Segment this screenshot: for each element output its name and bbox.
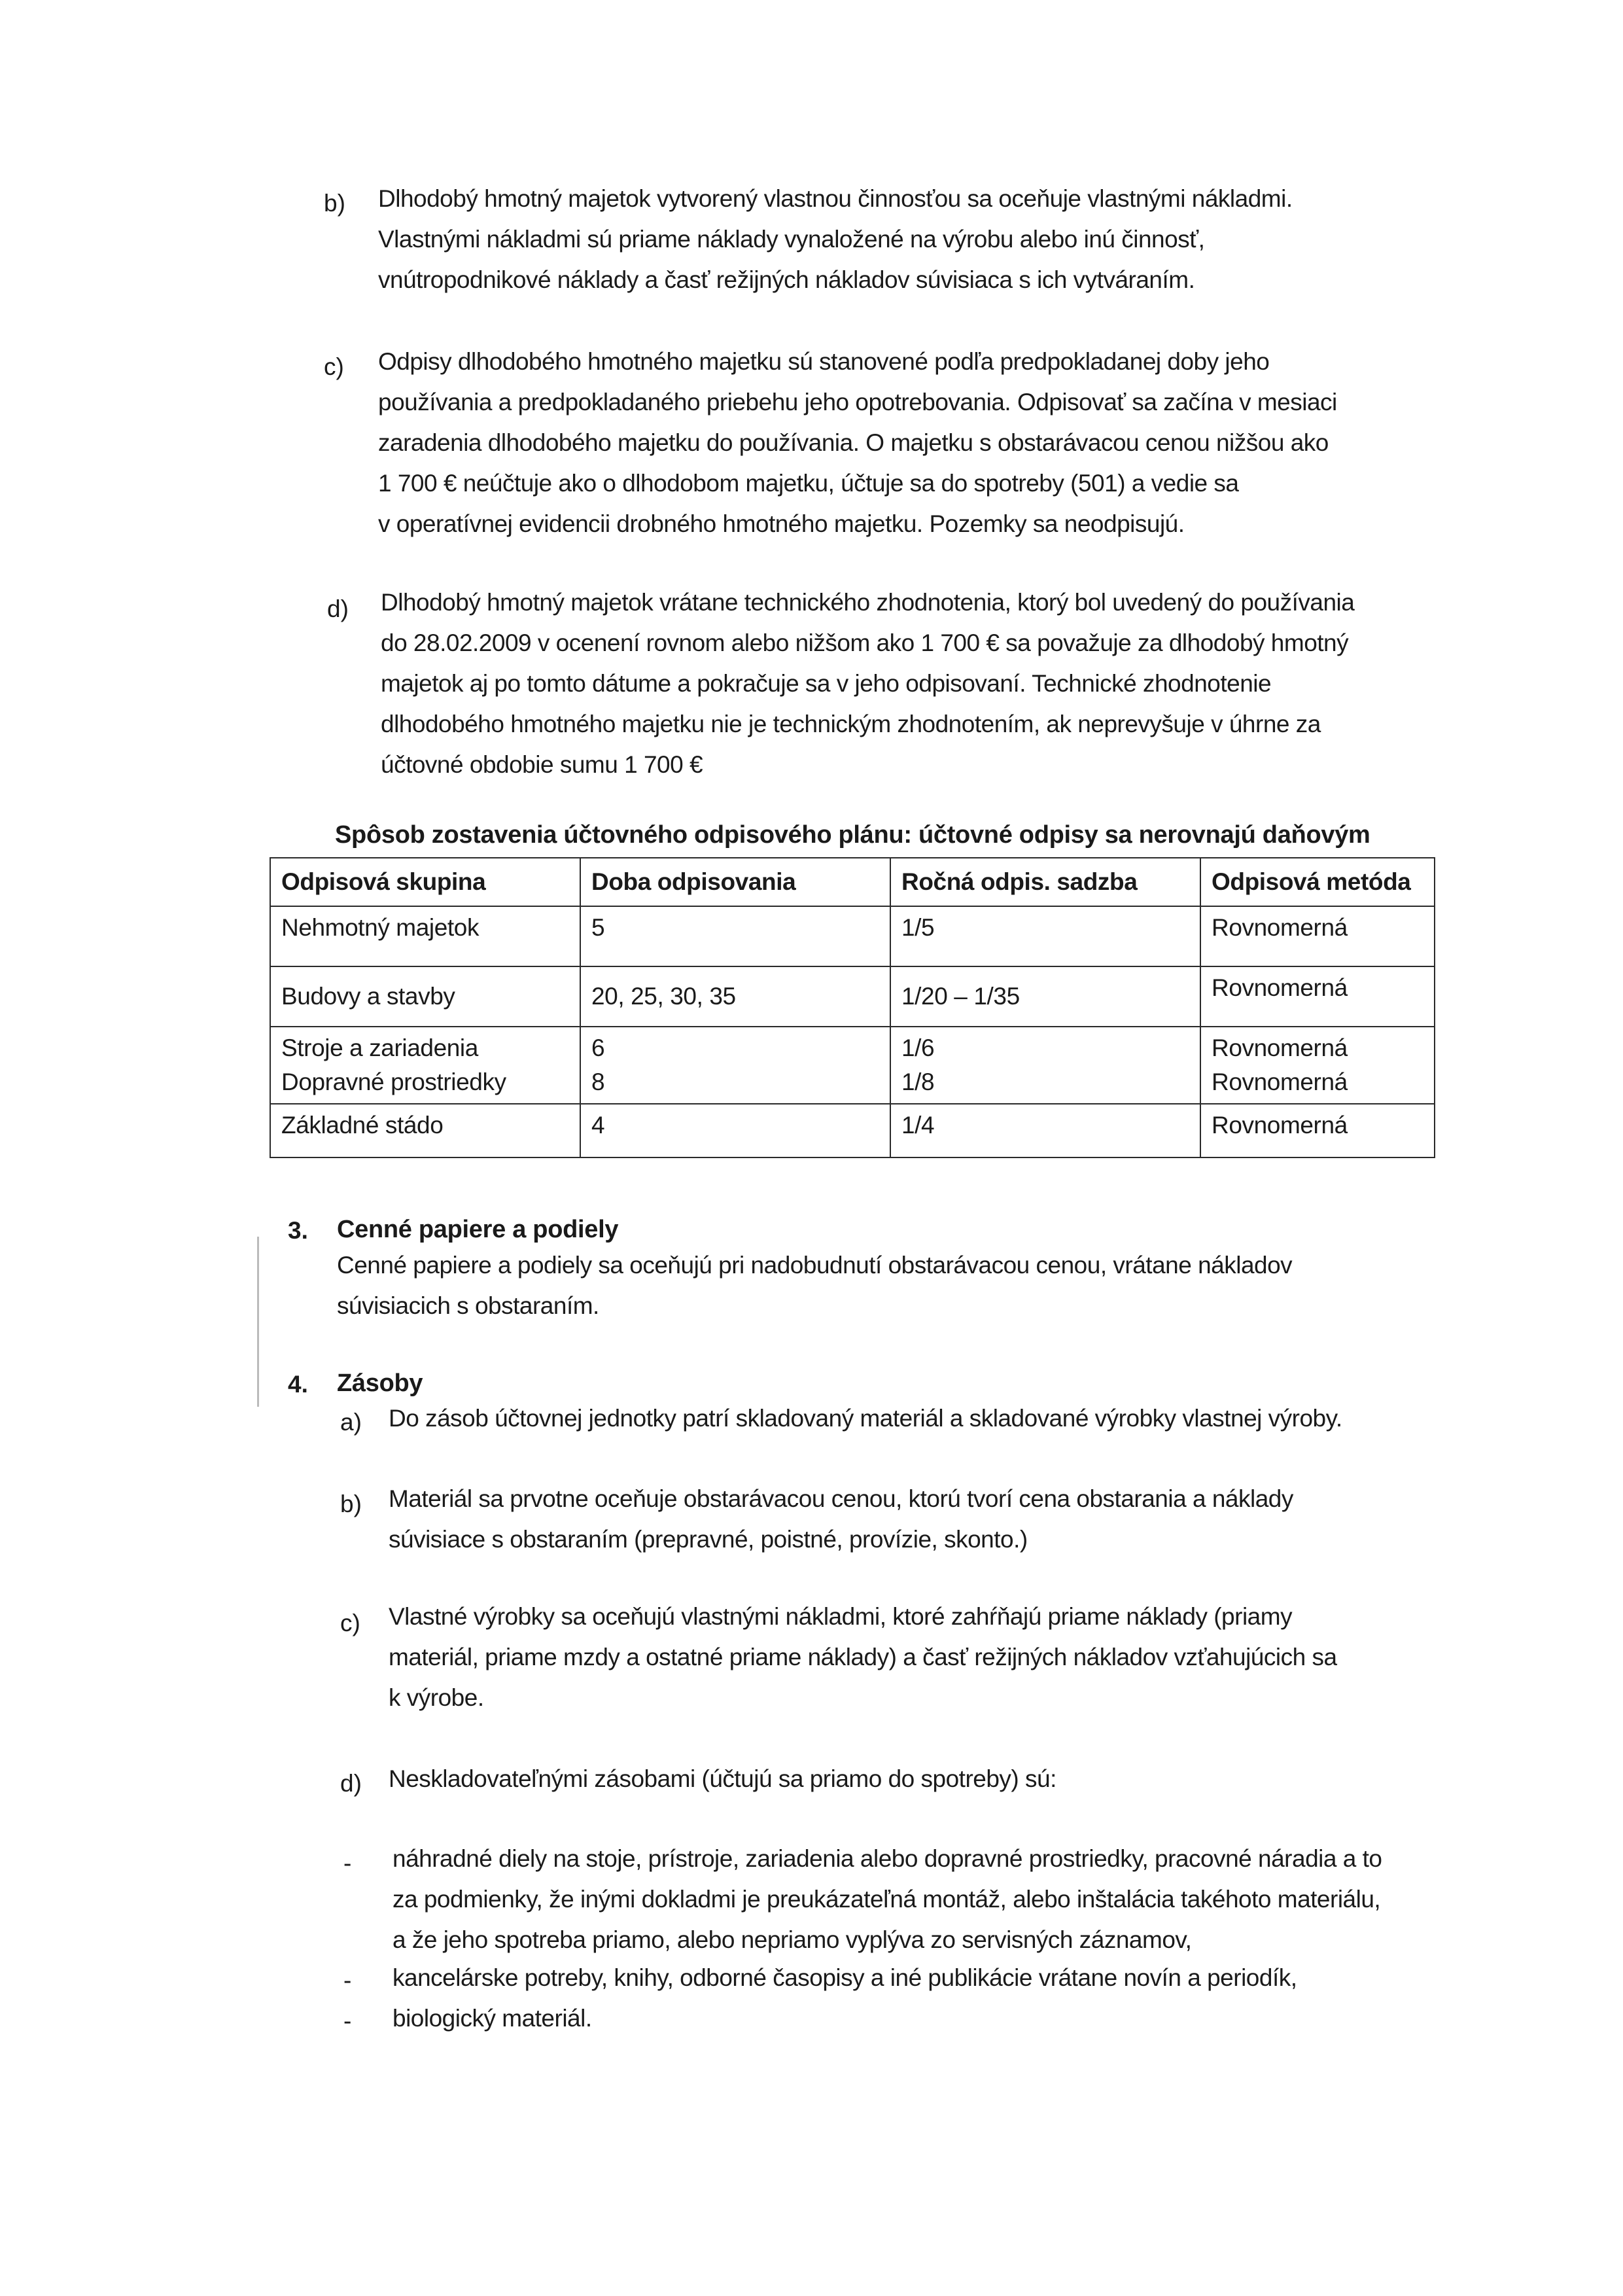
cell-text: Rovnomerná: [1212, 1034, 1348, 1061]
item-marker-d: d): [340, 1770, 362, 1797]
paragraph-own-products: [389, 1597, 1337, 1718]
cell-group: [270, 966, 580, 1027]
text-line: a že jeho spotreba priamo, alebo nepriamo vyplýva zo servisných záznamov,: [393, 1926, 1192, 1953]
cell-text: Rovnomerná: [1212, 1112, 1348, 1139]
text-line: kancelárske potreby, knihy, odborné časopisy a iné publikácie vrátane novín a periodík,: [393, 1964, 1297, 1991]
bullet-marker: -: [343, 1967, 352, 1994]
text-line: za podmienky, že inými dokladmi je preukázateľná montáž, alebo inštalácia takéhoto materiálu,: [393, 1886, 1381, 1913]
cell-period: [580, 966, 890, 1027]
cell-text: 1/4: [901, 1112, 935, 1139]
scan-margin-mark: [257, 1237, 259, 1407]
text-line: do 28.02.2009 v ocenení rovnom alebo nižšom ako 1 700 € sa považuje za dlhodobý hmotný: [381, 629, 1349, 656]
cell-text: Stroje a zariadenia: [281, 1034, 478, 1061]
cell-text: 1/5: [901, 914, 935, 941]
bullet-spare-parts: [393, 1839, 1382, 1960]
cell-text: Budovy a stavby: [281, 983, 455, 1010]
cell-rate: [890, 906, 1200, 966]
text-line: dlhodobého hmotného majetku nie je technickým zhodnotením, ak neprevyšuje v úhrne za: [381, 711, 1321, 737]
table-header-row: [270, 858, 1435, 906]
text-line: 1 700 € neúčtuje ako o dlhodobom majetku, účtuje sa do spotreby (501) a vedie sa: [378, 470, 1239, 497]
text-line: v operatívnej evidencii drobného hmotného majetku. Pozemky sa neodpisujú.: [378, 510, 1185, 537]
cell-text: 5: [591, 914, 605, 941]
cell-group: [270, 906, 580, 966]
text-line: k výrobe.: [389, 1684, 484, 1711]
section-number-4: 4.: [288, 1371, 308, 1398]
text-line: náhradné diely na stoje, prístroje, zariadenia alebo dopravné prostriedky, pracovné náradia a to: [393, 1845, 1382, 1872]
cell-method: [1200, 966, 1435, 1027]
text-line: Do zásob účtovnej jednotky patrí skladovaný materiál a skladované výrobky vlastnej výroby.: [389, 1405, 1342, 1432]
column-header-method: Odpisová metóda: [1200, 858, 1435, 906]
table-row: [270, 1104, 1435, 1157]
cell-text: 1/6: [901, 1034, 935, 1061]
cell-text: 4: [591, 1112, 605, 1139]
item-marker-d: d): [327, 595, 349, 622]
text-line: súvisiacich s obstaraním.: [337, 1292, 599, 1319]
text-line: Odpisy dlhodobého hmotného majetku sú stanovené podľa predpokladanej doby jeho: [378, 348, 1270, 375]
table-row: [270, 906, 1435, 966]
text-line: Neskladovateľnými zásobami (účtujú sa priamo do spotreby) sú:: [389, 1765, 1056, 1792]
cell-method: [1200, 906, 1435, 966]
cell-rate: [890, 1027, 1200, 1104]
cell-group: [270, 1027, 580, 1104]
cell-text: Rovnomerná: [1212, 1069, 1348, 1095]
text-line: Vlastnými nákladmi sú priame náklady vynaložené na výrobu alebo inú činnosť,: [378, 226, 1205, 253]
column-header-rate: Ročná odpis. sadzba: [890, 858, 1200, 906]
item-marker-b: b): [324, 190, 345, 217]
text-line: Materiál sa prvotne oceňuje obstarávacou cenou, ktorú tvorí cena obstarania a náklady: [389, 1485, 1293, 1512]
paragraph-technical-valuation: [381, 582, 1354, 785]
cell-period: [580, 1104, 890, 1157]
text-line: Dlhodobý hmotný majetok vrátane technického zhodnotenia, ktorý bol uvedený do používania: [381, 589, 1355, 616]
cell-method: [1200, 1027, 1435, 1104]
section-number-3: 3.: [288, 1217, 308, 1244]
table-row: [270, 1027, 1435, 1104]
depreciation-plan-table: [270, 857, 1435, 1158]
paragraph-non-stored-inventory: [389, 1759, 1056, 1799]
cell-text: Rovnomerná: [1212, 974, 1348, 1001]
cell-rate: [890, 1104, 1200, 1157]
text-line: materiál, priame mzdy a ostatné priame náklady) a časť režijných nákladov vzťahujúcich sa: [389, 1644, 1337, 1670]
text-line: majetok aj po tomto dátume a pokračuje sa v jeho odpisovaní. Technické zhodnotenie: [381, 670, 1272, 697]
text-line: Cenné papiere a podiely sa oceňujú pri nadobudnutí obstarávacou cenou, vrátane nákladov: [337, 1252, 1293, 1279]
cell-text: Základné stádo: [281, 1112, 444, 1139]
cell-rate: [890, 966, 1200, 1027]
column-header-period: Doba odpisovania: [580, 858, 890, 906]
paragraph-inventory-scope: [389, 1398, 1342, 1439]
text-line: používania a predpokladaného priebehu jeho opotrebovania. Odpisovať sa začína v mesiaci: [378, 389, 1337, 415]
cell-text: Rovnomerná: [1212, 914, 1348, 941]
paragraph-depreciation-rules: [378, 342, 1337, 544]
bullet-marker: -: [343, 1850, 352, 1877]
text-line: zaradenia dlhodobého majetku do používania. O majetku s obstarávacou cenou nižšou ako: [378, 429, 1329, 456]
paragraph-securities: [337, 1245, 1292, 1326]
column-header-group: Odpisová skupina: [270, 858, 580, 906]
cell-period: [580, 1027, 890, 1104]
text-line: vnútropodnikové náklady a časť režijných nákladov súvisiaca s ich vytváraním.: [378, 266, 1195, 293]
table-row: [270, 966, 1435, 1027]
text-line: súvisiace s obstaraním (prepravné, poistné, provízie, skonto.): [389, 1526, 1028, 1553]
bullet-biological-material: [393, 1998, 592, 2039]
section-title-securities: Cenné papiere a podiely: [337, 1216, 619, 1243]
cell-text: Dopravné prostriedky: [281, 1069, 506, 1095]
cell-method: [1200, 1104, 1435, 1157]
text-line: Vlastné výrobky sa oceňujú vlastnými nákladmi, ktoré zahŕňajú priame náklady (priamy: [389, 1603, 1293, 1630]
item-marker-c: c): [340, 1610, 360, 1636]
text-line: účtovné obdobie sumu 1 700 €: [381, 751, 703, 778]
paragraph-material-valuation: [389, 1479, 1293, 1560]
cell-text: 20, 25, 30, 35: [591, 983, 736, 1010]
text-line: Dlhodobý hmotný majetok vytvorený vlastnou činnosťou sa oceňuje vlastnými nákladmi.: [378, 185, 1293, 212]
cell-group: [270, 1104, 580, 1157]
cell-text: 6: [591, 1034, 605, 1061]
bullet-marker: -: [343, 2007, 352, 2034]
cell-period: [580, 906, 890, 966]
section-title-inventory: Zásoby: [337, 1369, 423, 1397]
bullet-office-supplies: [393, 1958, 1297, 1998]
paragraph-dhm-own-activity: [378, 179, 1293, 300]
item-marker-c: c): [324, 353, 344, 380]
depreciation-plan-heading: Spôsob zostavenia účtovného odpisového plánu: účtovné odpisy sa nerovnajú daňovým: [335, 821, 1370, 849]
text-line: biologický materiál.: [393, 2005, 592, 2032]
cell-text: Nehmotný majetok: [281, 914, 480, 941]
item-marker-a: a): [340, 1409, 362, 1436]
item-marker-b: b): [340, 1491, 362, 1517]
cell-text: 1/20 – 1/35: [901, 983, 1020, 1010]
cell-text: 1/8: [901, 1069, 935, 1095]
cell-text: 8: [591, 1069, 605, 1095]
